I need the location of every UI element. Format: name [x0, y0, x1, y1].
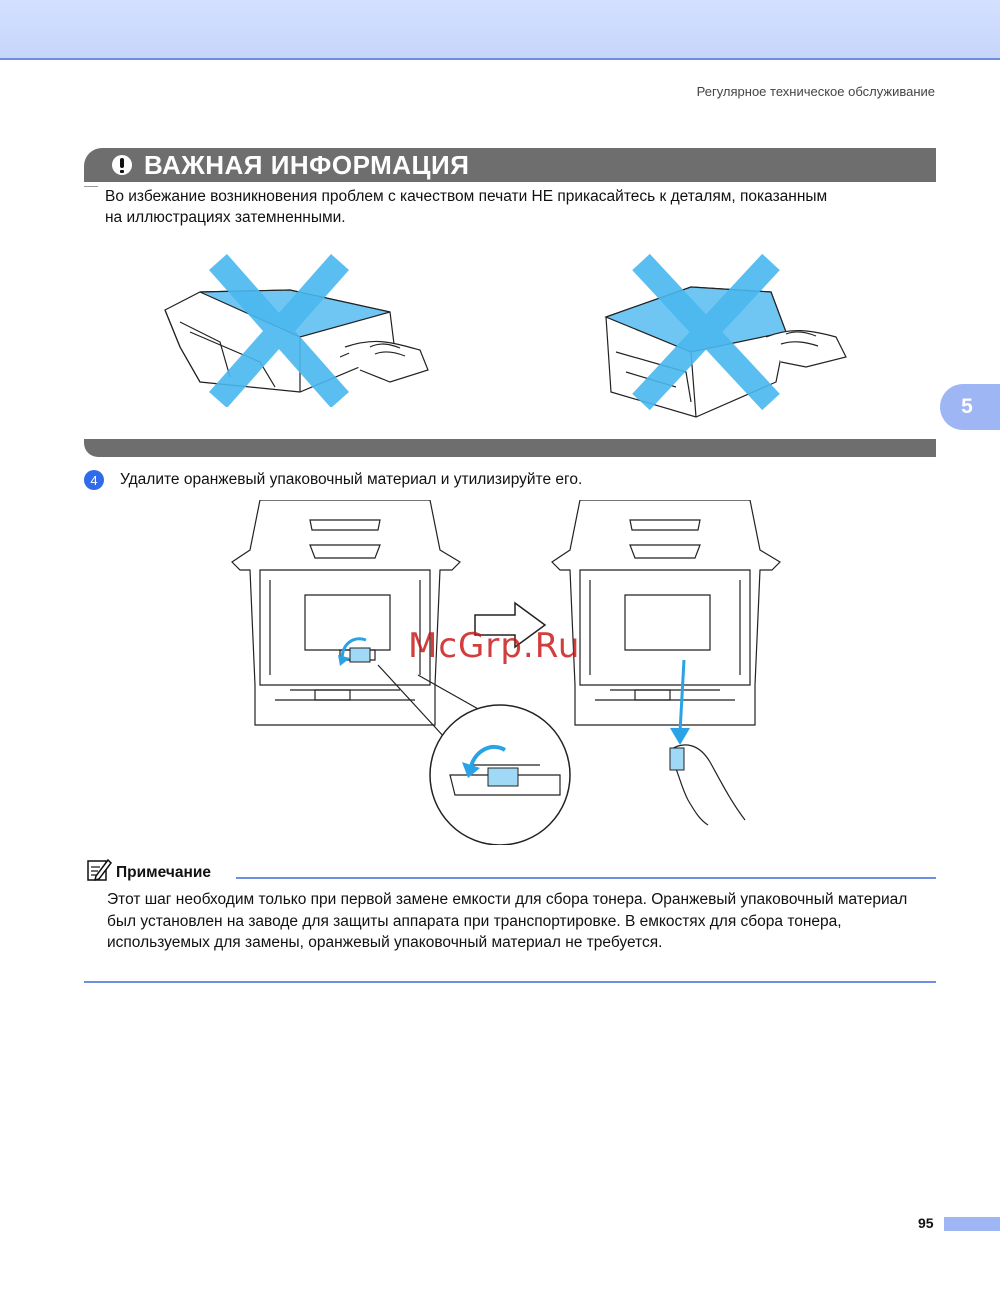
running-header: Регулярное техническое обслуживание [696, 84, 935, 99]
note-title: Примечание [116, 864, 211, 881]
note-text: Этот шаг необходим только при первой замене емкости для сбора тонера. Оранжевый упаковочный материал был установлен на заводе для защиты аппарата при транспортировке. В емкостях для сбора тонера, используемых для замены, оранжевый упаковочный материал не требуется. [107, 891, 908, 951]
top-header-band [0, 0, 1000, 60]
belt-unit-illustration-left [160, 252, 440, 407]
chapter-tab[interactable]: 5 [940, 384, 1000, 430]
important-banner-bottom [84, 439, 936, 457]
watermark: McGrp.Ru [408, 626, 581, 666]
pencil-note-icon [86, 858, 112, 882]
note-rule [236, 877, 936, 879]
page-tab [944, 1217, 1000, 1231]
important-title: ВАЖНАЯ ИНФОРМАЦИЯ [144, 149, 470, 180]
step-number-badge: 4 [84, 470, 104, 490]
page-number: 95 [918, 1215, 934, 1231]
exclamation-circle-icon [112, 155, 132, 175]
note-header [84, 858, 936, 882]
belt-unit-illustration-right [596, 252, 856, 427]
printer-procedure-illustration [230, 500, 790, 845]
note-bottom-rule [84, 981, 936, 983]
step-4 [84, 470, 582, 490]
step-text: Удалите оранжевый упаковочный материал и утилизируйте его. [120, 471, 583, 488]
divider [84, 186, 98, 187]
important-text-line-1: Во избежание возникновения проблем с качеством печати НЕ прикасайтесь к деталям, показанным [105, 188, 828, 205]
important-text [105, 186, 945, 228]
important-banner [84, 148, 936, 182]
important-text-line-2: на иллюстрациях затемненными. [105, 209, 346, 226]
